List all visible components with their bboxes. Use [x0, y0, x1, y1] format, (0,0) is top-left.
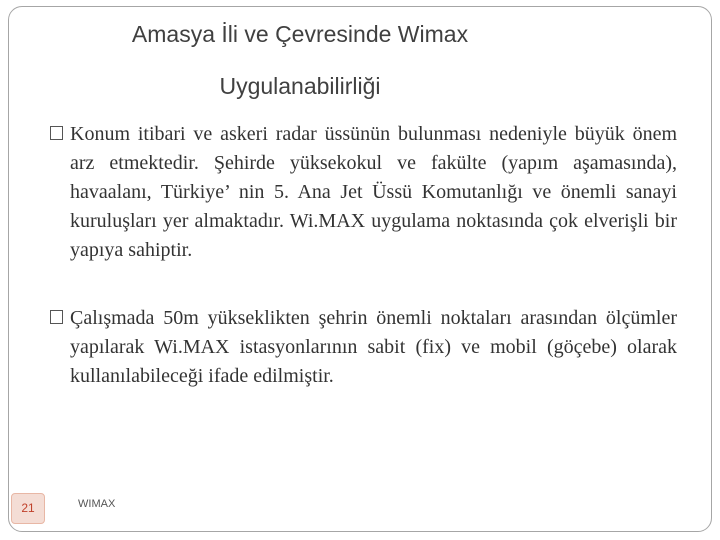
bullet-text-2: Çalışmada 50m yükseklikten şehrin önemli noktaları arasından ölçümler yapılarak Wi.MAX istasyonlarının sabit (fix) ve mobil (göçebe) olarak kullanılabileceği ifade edilmiştir. [70, 307, 677, 387]
slide-title-line-2: Uygulanabilirliği [219, 73, 381, 99]
page-number-badge: 21 [11, 493, 45, 524]
slide-title-line-1: Amasya İli ve Çevresinde Wimax [131, 21, 469, 47]
bullet-item-1 [50, 120, 677, 265]
checkbox-square-icon [50, 126, 63, 140]
bullet-text-1: Konum itibari ve askeri radar üssünün bulunması nedeniyle büyük önem arz etmektedir. Şehirde yüksekokul ve fakülte (yapım aşamasında), havaalanı, Türkiye’ nin 5. Ana Jet Üssü Komutanlığı ve önemli sanayi kuruluşları yer almaktadır. Wi.MAX uygulama noktasında çok elverişli bir yapıya sahiptir. [70, 123, 677, 261]
checkbox-square-icon [50, 310, 63, 324]
footer-text: WIMAX [78, 498, 116, 510]
bullet-item-2 [50, 304, 677, 391]
